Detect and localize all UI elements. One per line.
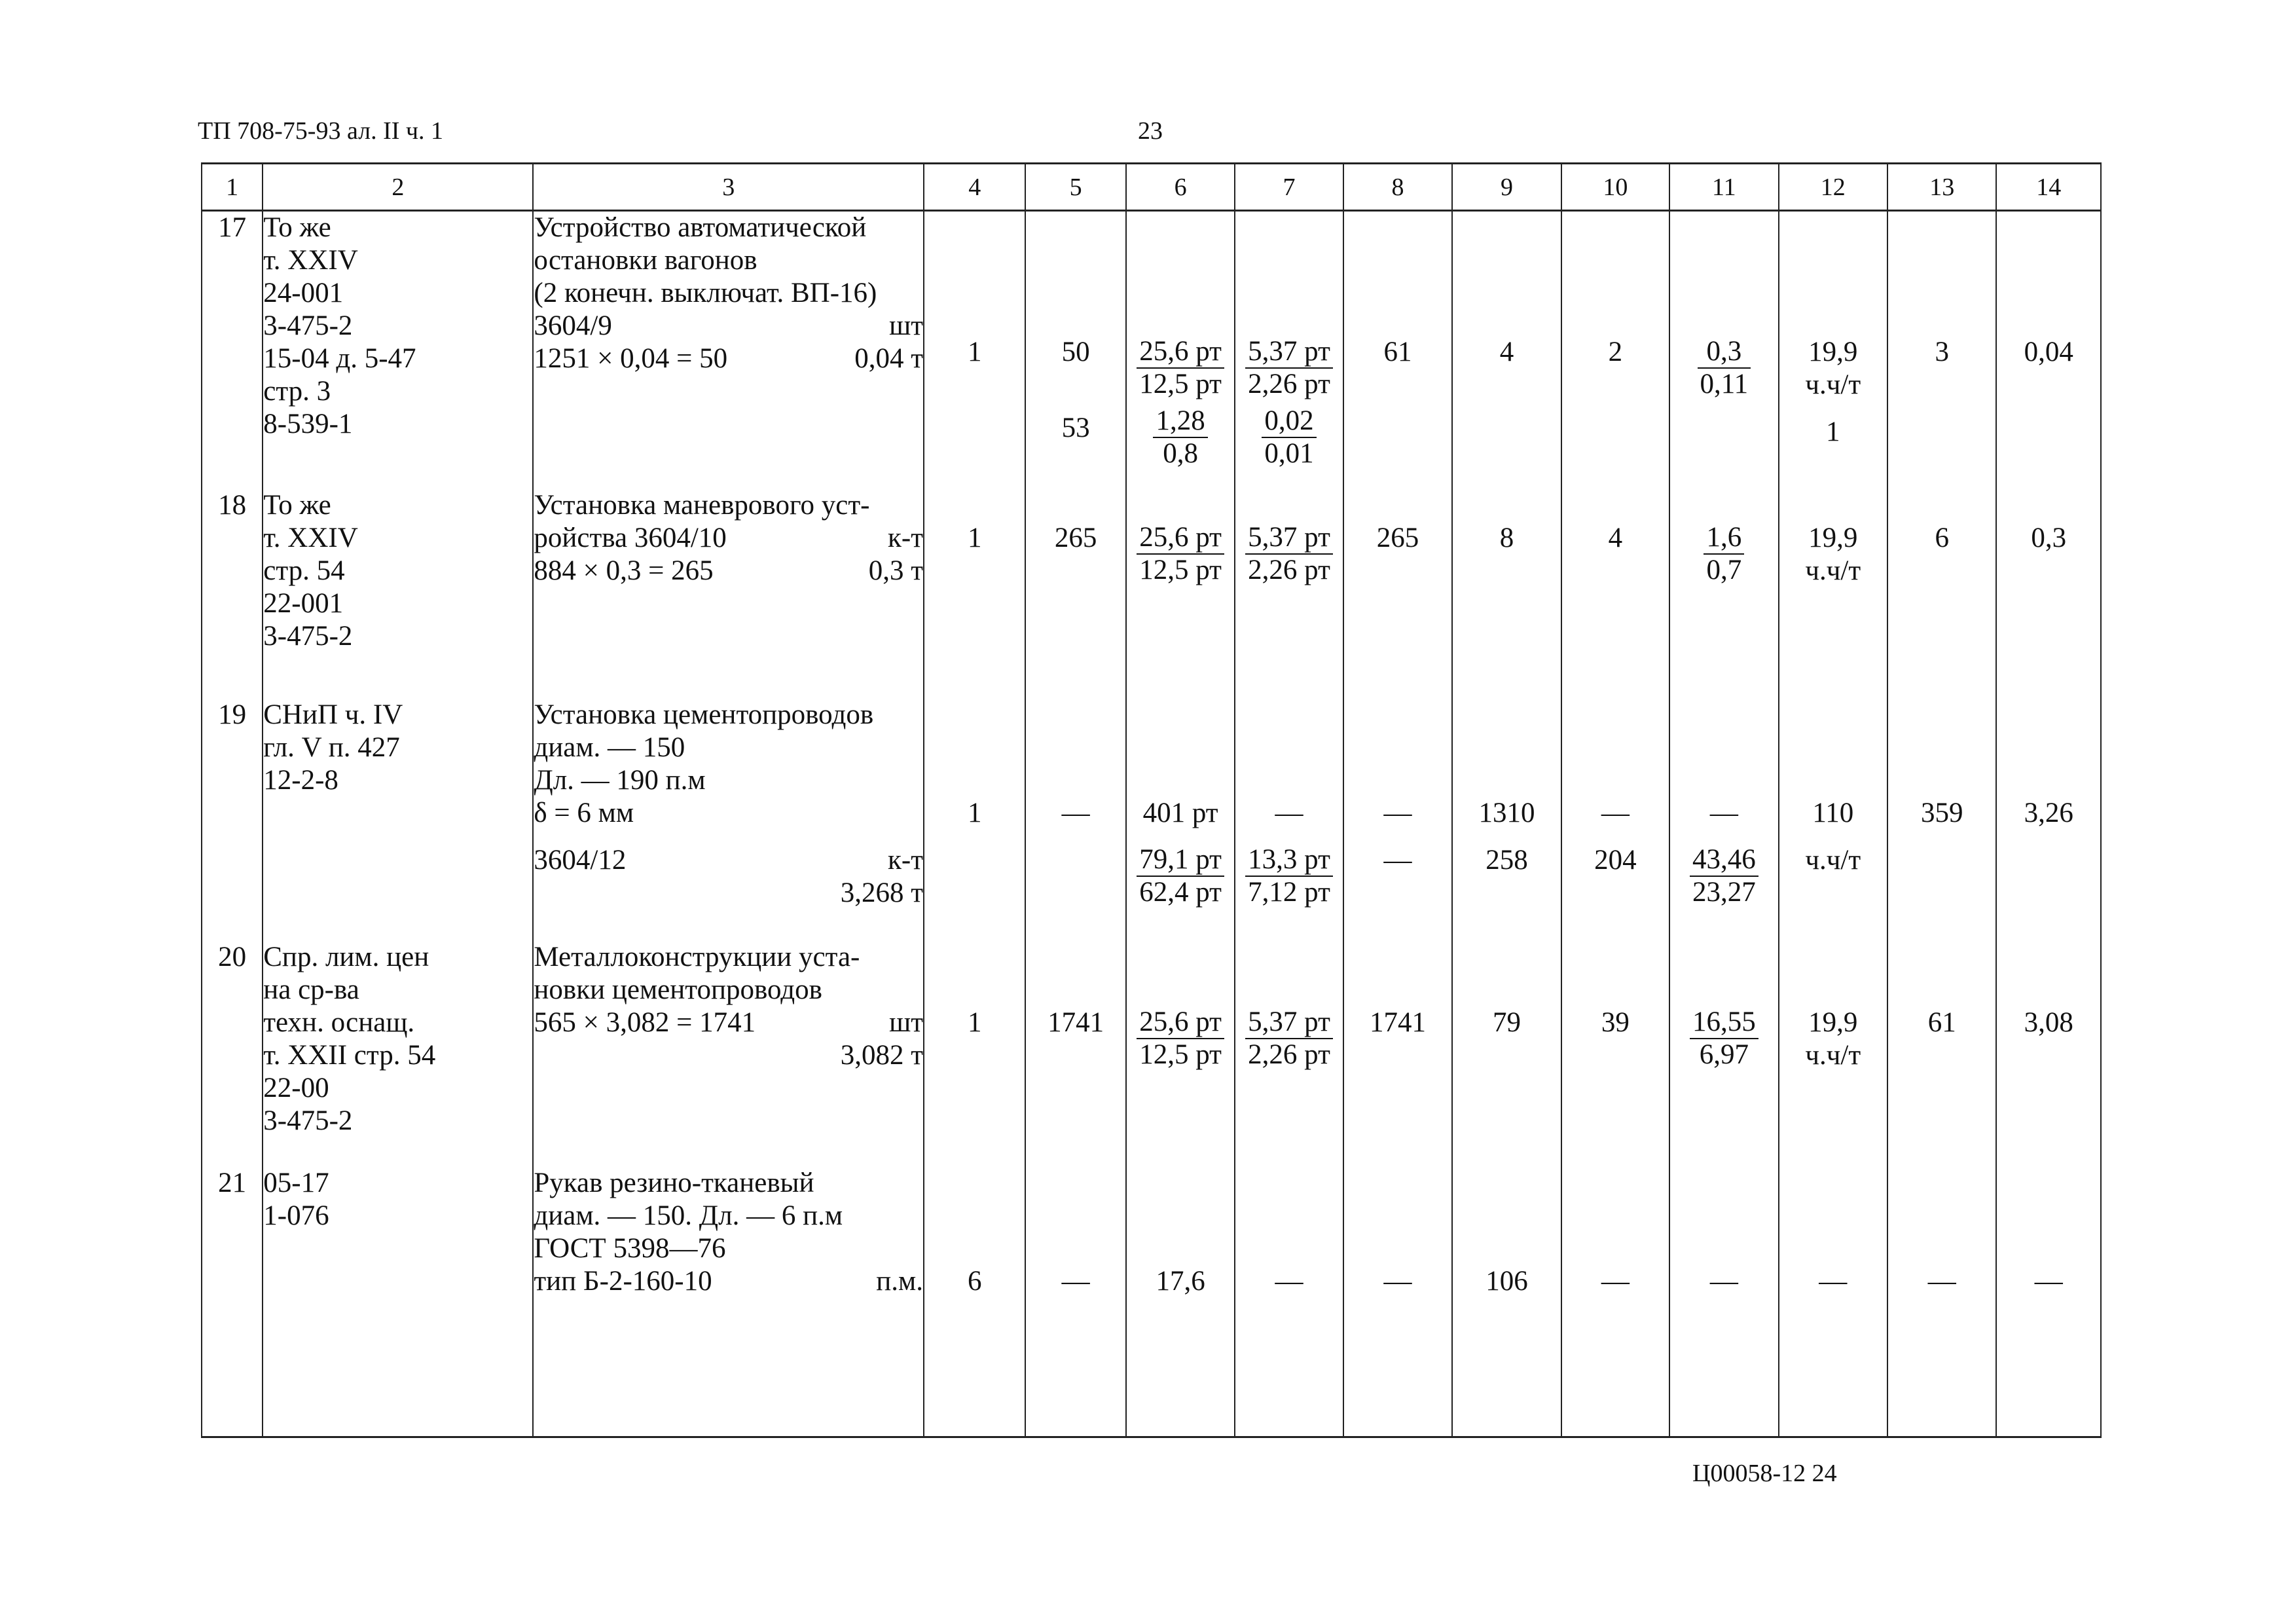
value-cell: 1741 <box>1343 941 1452 1167</box>
column-number: 13 <box>1887 164 1996 211</box>
value-cell: 265 <box>1343 489 1452 699</box>
description-cell: Рукав резино-тканевый диам. — 150. Дл. — 6 п.м ГОСТ 5398—76 тип Б-2-160-10 п.м. <box>533 1167 924 1437</box>
value-cell: 110 ч.ч/т <box>1779 699 1887 941</box>
value-cell: 359 <box>1887 699 1996 941</box>
column-number: 2 <box>263 164 533 211</box>
value-cell: — <box>1343 1167 1452 1437</box>
document-code: ТП 708-75-93 ал. II ч. 1 <box>198 117 444 145</box>
reference-cell: То же т. XXIV 24-001 3-475-2 15-04 д. 5-47 стр. 3 8-539-1 <box>263 211 533 489</box>
value-cell: $\frac{16,55}{6,97}$ <box>1669 941 1778 1167</box>
value-cell: 39 <box>1561 941 1669 1167</box>
value-cell: 4 <box>1561 489 1669 699</box>
quantity-cell: 1 <box>924 941 1025 1167</box>
column-numbers-row <box>202 164 2101 211</box>
value-cell: 4 <box>1452 211 1561 489</box>
quantity-cell: 6 <box>924 1167 1025 1437</box>
value-cell: 0,3 <box>1996 489 2101 699</box>
value-cell: — <box>1025 1167 1125 1437</box>
value-cell: — $\frac{43,46}{23,27}$ <box>1669 699 1778 941</box>
value-cell: 265 <box>1025 489 1125 699</box>
value-cell: 17,6 <box>1126 1167 1235 1437</box>
quantity-cell: 1 <box>924 211 1025 489</box>
value-cell: 6 <box>1887 489 1996 699</box>
value-cell: 19,9 ч.ч/т <box>1779 489 1887 699</box>
table-row <box>202 1167 2101 1437</box>
value-cell: $\frac{0,3}{0,11}$ <box>1669 211 1778 489</box>
value-cell: 1310 258 <box>1452 699 1561 941</box>
value-cell: — 204 <box>1561 699 1669 941</box>
value-cell: — <box>1669 1167 1778 1437</box>
column-number: 3 <box>533 164 924 211</box>
value-cell: 2 <box>1561 211 1669 489</box>
column-number: 4 <box>924 164 1025 211</box>
value-cell: $\frac{25,6 рт}{12,5 рт}$ <box>1126 489 1235 699</box>
column-number: 6 <box>1126 164 1235 211</box>
table-row <box>202 211 2101 489</box>
reference-cell: Спр. лим. цен на ср-ва техн. оснащ. т. XXII стр. 54 22-00 3-475-2 <box>263 941 533 1167</box>
column-number: 11 <box>1669 164 1778 211</box>
reference-cell: СНиП ч. IV гл. V п. 427 12-2-8 <box>263 699 533 941</box>
value-cell: 3,26 <box>1996 699 2101 941</box>
row-number: 19 <box>202 699 263 941</box>
value-cell: 106 <box>1452 1167 1561 1437</box>
value-cell: 61 <box>1343 211 1452 489</box>
column-number: 10 <box>1561 164 1669 211</box>
row-number: 17 <box>202 211 263 489</box>
estimate-table <box>201 162 2102 1438</box>
value-cell: 3 <box>1887 211 1996 489</box>
column-number: 12 <box>1779 164 1887 211</box>
value-cell: — $\frac{13,3 рт}{7,12 рт}$ <box>1235 699 1343 941</box>
description-cell: Металлоконструкции уста- новки цементопроводов 565 × 3,082 = 1741 шт 3,082 т <box>533 941 924 1167</box>
column-number: 14 <box>1996 164 2101 211</box>
column-number: 8 <box>1343 164 1452 211</box>
description-cell: Установка маневрового уст- ройства 3604/10 к-т 884 × 0,3 = 265 0,3 т <box>533 489 924 699</box>
value-cell: — — <box>1343 699 1452 941</box>
column-number: 7 <box>1235 164 1343 211</box>
row-number: 21 <box>202 1167 263 1437</box>
page-number: 23 <box>1138 117 1163 145</box>
value-cell: $\frac{25,6 рт}{12,5 рт}$ <box>1126 941 1235 1167</box>
value-cell: — <box>1887 1167 1996 1437</box>
value-cell: 19,9 ч.ч/т 1 <box>1779 211 1887 489</box>
value-cell: — <box>1779 1167 1887 1437</box>
reference-cell: 05-17 1-076 <box>263 1167 533 1437</box>
value-cell: 19,9 ч.ч/т <box>1779 941 1887 1167</box>
column-number: 9 <box>1452 164 1561 211</box>
value-cell: $\frac{5,37 рт}{2,26 рт}$ <box>1235 941 1343 1167</box>
value-cell: 1741 <box>1025 941 1125 1167</box>
value-cell: 79 <box>1452 941 1561 1167</box>
quantity-cell: 1 <box>924 489 1025 699</box>
value-cell: 8 <box>1452 489 1561 699</box>
quantity-cell: 1 <box>924 699 1025 941</box>
table-row <box>202 699 2101 941</box>
table-row <box>202 489 2101 699</box>
row-number: 20 <box>202 941 263 1167</box>
table-row <box>202 941 2101 1167</box>
value-cell: 61 <box>1887 941 1996 1167</box>
value-cell: — <box>1561 1167 1669 1437</box>
column-number: 5 <box>1025 164 1125 211</box>
value-cell: — <box>1996 1167 2101 1437</box>
footer-code: Ц00058-12 24 <box>1692 1460 1837 1487</box>
value-cell: 401 рт $\frac{79,1 рт}{62,4 рт}$ <box>1126 699 1235 941</box>
description-cell: Установка цементопроводов диам. — 150 Дл. — 190 п.м δ = 6 мм 3604/12 к-т 3,268 т <box>533 699 924 941</box>
description-cell: Устройство автоматической остановки вагонов (2 конечн. выключат. ВП-16) 3604/9 шт 1251 × 0,04 = 50 0,04 т <box>533 211 924 489</box>
value-cell: — <box>1235 1167 1343 1437</box>
value-cell: 3,08 <box>1996 941 2101 1167</box>
value-cell: $\frac{5,37 рт}{2,26 рт}$ $\frac{0,02}{0,01}$ <box>1235 211 1343 489</box>
value-cell: 50 53 <box>1025 211 1125 489</box>
column-number: 1 <box>202 164 263 211</box>
value-cell: $\frac{1,6}{0,7}$ <box>1669 489 1778 699</box>
reference-cell: То же т. XXIV стр. 54 22-001 3-475-2 <box>263 489 533 699</box>
value-cell: 0,04 <box>1996 211 2101 489</box>
value-cell: $\frac{5,37 рт}{2,26 рт}$ <box>1235 489 1343 699</box>
row-number: 18 <box>202 489 263 699</box>
value-cell: $\frac{25,6 рт}{12,5 рт}$ $\frac{1,28}{0,8}$ <box>1126 211 1235 489</box>
value-cell: — <box>1025 699 1125 941</box>
